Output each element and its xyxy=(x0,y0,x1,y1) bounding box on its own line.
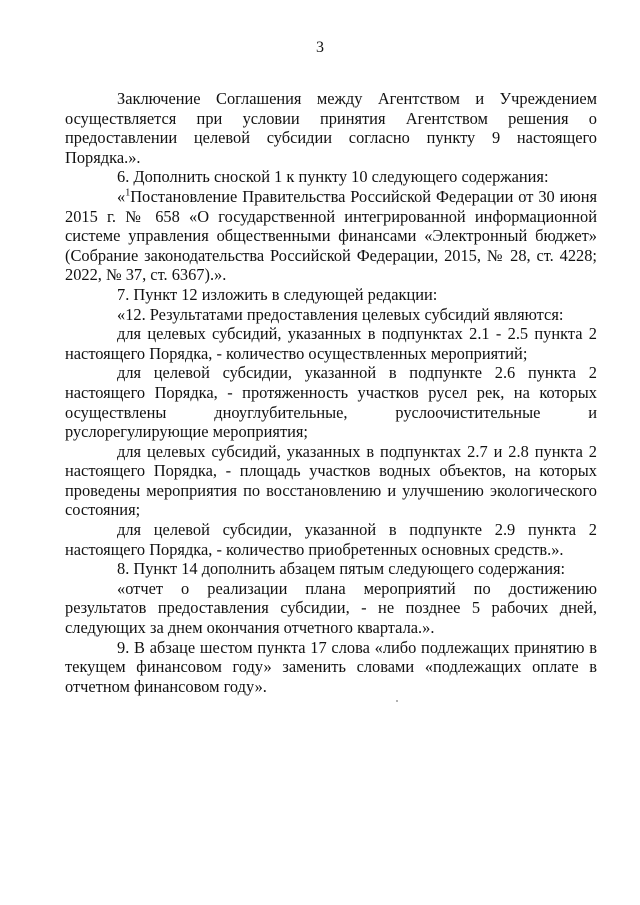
footnote-marker: 1 xyxy=(125,187,131,199)
page-number: 3 xyxy=(316,39,324,56)
document-body xyxy=(65,89,597,696)
paragraph-item-8: 8. Пункт 14 дополнить абзацем пятым следующего содержания: xyxy=(117,559,566,579)
paragraph-result-2-9: для целевой субсидии, указанной в подпункте 2.9 пункта 2 настоящего Порядка, - количество приобретенных основных средств.». xyxy=(65,520,597,559)
paragraph-result-2-1-2-5: для целевых субсидий, указанных в подпунктах 2.1 - 2.5 пункта 2 настоящего Порядка, - количество осуществленных мероприятий; xyxy=(65,324,597,363)
paragraph-agreement-conclusion: Заключение Соглашения между Агентством и Учреждением осуществляется при условии принятия Агентством решения о предоставлении целевой субсидии согласно пункту 9 настоящего Порядка.». xyxy=(65,89,597,167)
paragraph-result-2-6: для целевой субсидии, указанной в подпункте 2.6 пункта 2 настоящего Порядка, - протяженность участков русел рек, на которых осуществлены дноуглубительные, руслоочистительные и руслорегулирующие мероприятия; xyxy=(65,363,597,442)
paragraph-footnote-text xyxy=(65,187,597,285)
footnote-open-quote: « xyxy=(117,186,126,206)
paragraph-item-12-heading: «12. Результатами предоставления целевых субсидий являются: xyxy=(117,304,564,324)
paragraph-item-9: 9. В абзаце шестом пункта 17 слова «либо подлежащих принятию в текущем финансовом году» заменить словами «подлежащих оплате в отчетном финансовом году». xyxy=(65,637,597,696)
paragraph-result-2-7-2-8: для целевых субсидий, указанных в подпунктах 2.7 и 2.8 пункта 2 настоящего Порядка, - площадь участков водных объектов, на которых проведены мероприятия по восстановлению и улучшению экологического состояния; xyxy=(65,441,597,520)
paragraph-item-7: 7. Пункт 12 изложить в следующей редакции: xyxy=(117,284,438,304)
footnote-body: Постановление Правительства Российской Федерации от 30 июня 2015 г. № 658 «О государственной интегрированной информационной системе управления общественными финансами «Электронный бюджет» (Собрание законодательства Российской Федерации, 2015, № 28, ст. 4228; 2022, № 37, ст. 6367).». xyxy=(65,186,597,285)
paragraph-item-6: 6. Дополнить сноской 1 к пункту 10 следующего содержания: xyxy=(117,167,549,187)
scan-speck xyxy=(396,700,398,702)
paragraph-report-clause: «отчет о реализации плана мероприятий по достижению результатов предоставления субсидии, - не позднее 5 рабочих дней, следующих за днем окончания отчетного квартала.». xyxy=(65,578,597,638)
